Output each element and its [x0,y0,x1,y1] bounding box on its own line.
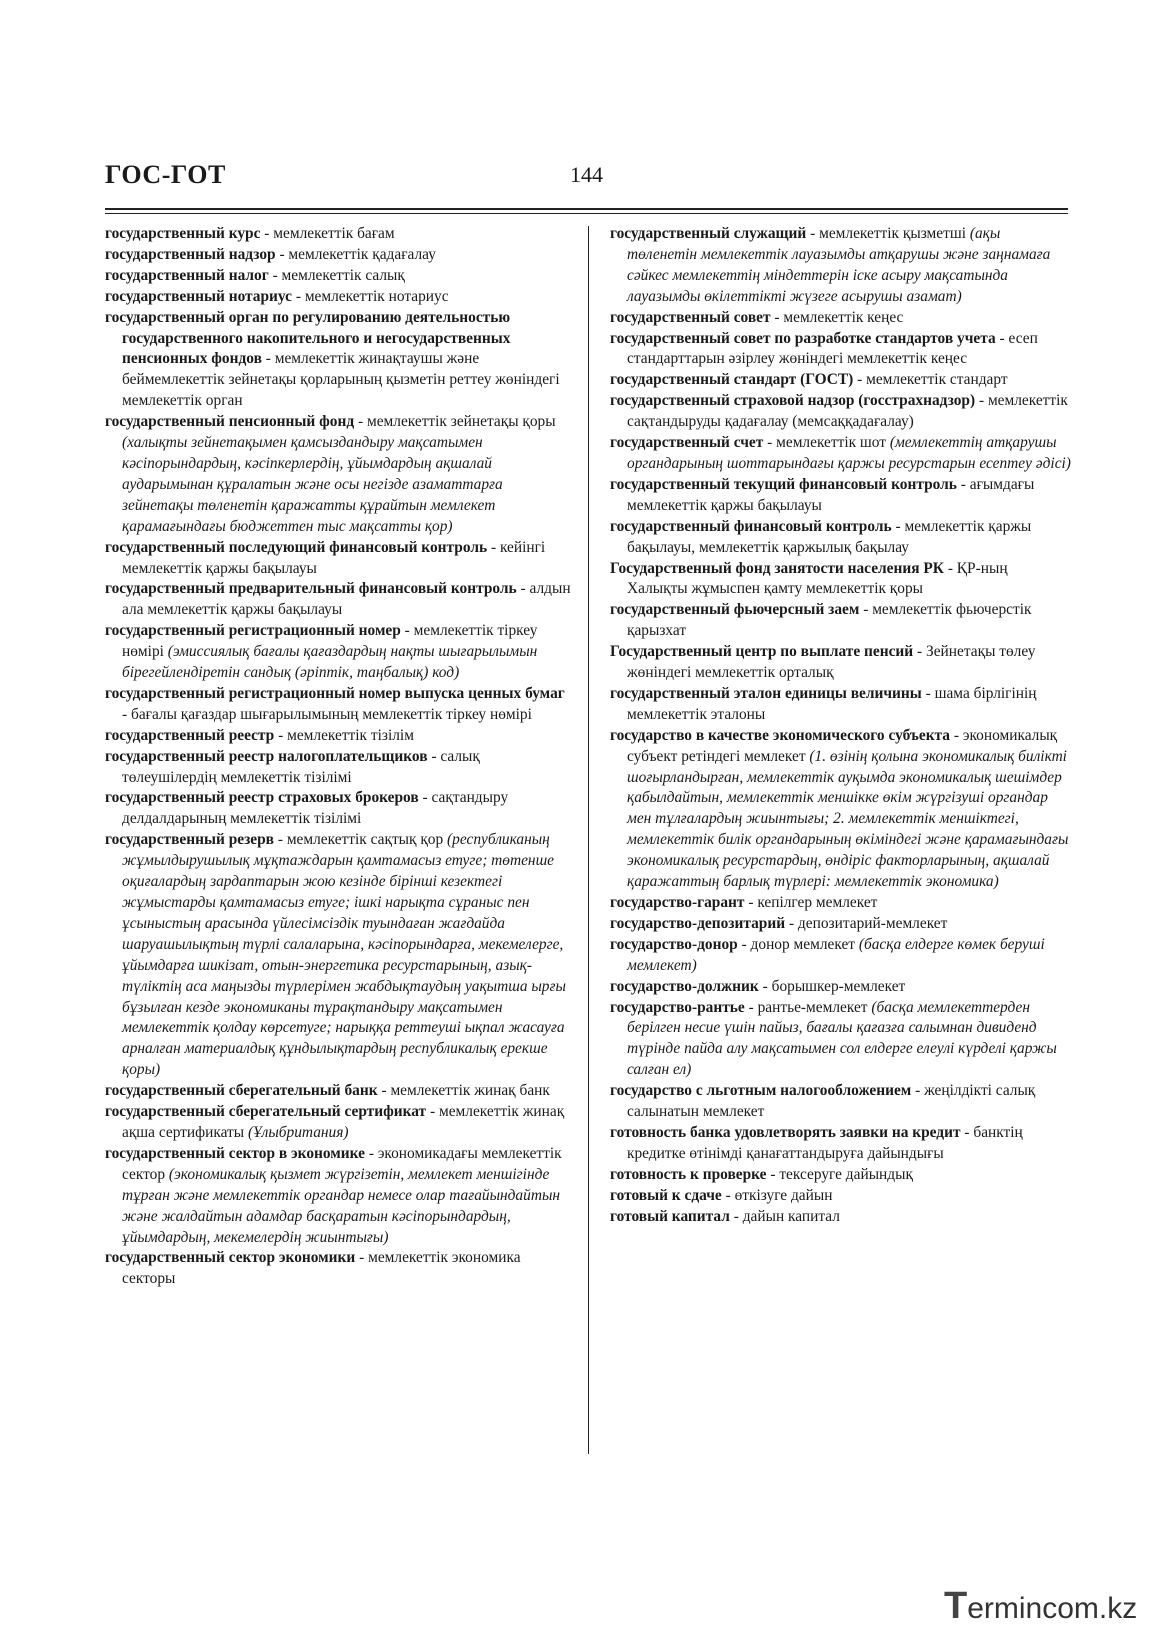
entry-term: государственный счет [610,434,764,452]
entry-separator: - [853,371,867,389]
entry-separator: - [950,726,963,744]
entry-separator: - [913,643,926,661]
entry-term: государство-рантье [610,998,745,1016]
dictionary-entry [610,935,1072,977]
logo-text: ermincom.kz [967,1592,1138,1625]
entry-separator: - [260,225,274,242]
entry-note: (экономикалық қызмет жүргізетін, мемлекет меншігінде тұрған және мемлекеттік органдар немесе олар тағайындайтын және жалдайтын адамдар басқаратын кәсіпорындардың, ұйымдардың, мекемелердің жиынтығы) [122,1165,561,1246]
entry-term: государственный сберегательный банк [105,1082,378,1100]
entry-definition: мемлекеттік салық [281,266,405,284]
dictionary-entry [105,308,573,413]
entry-definition: экономикалық субъект ретіндегі мемлекет [627,726,1058,765]
entry-note: (1. өзінің қолына экономикалық билікті шоғырландырған, мемлекеттік ауқымда экономикалық шешімдер қабылдайтын, мемлекеттік меншікке өкім жүргізуші органдар мен тұлғалардың жиынтығы; 2. мемлекеттік меншіктегі, мемлекеттік билік органдарының өкіміндегі және қарамағындағы экономикалық ресурстардың, өндіріс факторларының, ақшалай қаражаттың барлық түрлері: мемлекеттік экономика) [627,747,1069,891]
entry-term: государственный совет [610,308,771,326]
entry-definition: мемлекеттік стандарт [866,371,1008,389]
entry-term: государственный реестр [105,726,275,744]
entry-note: (басқа елдерге көмек беруші мемлекет) [627,935,1045,974]
dictionary-entry [105,1102,573,1144]
entry-definition: өткізуге дайын [734,1186,833,1204]
entry-term: готовность банка удовлетворять заявки на кредит [610,1123,961,1141]
entry-definition: сақтандыру делдалдарының мемлекеттік тізілімі [122,789,509,828]
entry-definition: мемлекеттік зейнетақы қоры [366,413,556,431]
entry-definition: мемлекеттік қаржы бақылауы, мемлекеттік қаржылық бақылау [627,517,1032,556]
entry-separator: - [744,894,758,911]
header-rule-thick [105,208,1068,210]
entry-definition: рантье-мемлекет [757,998,872,1016]
entry-definition: кепілгер мемлекет [757,894,878,911]
entry-separator: - [487,538,500,556]
dictionary-entry [610,600,1072,642]
entry-term: государственный сектор в экономике [105,1144,365,1162]
entry-separator: - [995,329,1009,347]
entry-definition: мемлекеттік тізілім [287,726,414,744]
entry-definition: бағалы қағаздар шығарылымының мемлекеттік тіркеу нөмірі [130,705,532,723]
entry-term: государственный предварительный финансовый контроль [105,580,517,598]
dictionary-entry [105,684,573,726]
entry-definition: ҚР-ның Халықты жұмыспен қамту мемлекеттік қоры [627,559,1008,598]
dictionary-entry [105,287,573,308]
entry-note: (мемлекеттің атқарушы органдарының шоттарындағы қаржы ресурстарын есептеу әдісі) [627,434,1071,472]
entry-term: государственный курс [105,225,261,242]
dictionary-entry [610,684,1072,726]
entry-separator: - [427,747,441,765]
entry-definition: мемлекеттік тіркеу нөмірі [122,622,538,661]
entry-note: (эмиссиялық бағалы қағаздардың нақты шығарылымын бірегейлендіретін сандық (әріптік, таңбалық) код) [122,643,538,682]
entry-separator: - [758,977,772,995]
entry-term: государство в качестве экономического субъекта [610,726,951,744]
entry-term: готовый капитал [610,1207,730,1225]
entry-separator: - [122,705,131,723]
entry-term: государство-должник [610,977,759,995]
entry-definition: мемлекеттік кеңес [783,308,904,326]
dictionary-entry [105,621,573,684]
entry-term: готовность к проверке [610,1165,767,1183]
dictionary-entry [610,559,1072,601]
entry-term: государственный финансовый контроль [610,517,892,535]
right-column [610,224,1072,1228]
entry-term: государственный стандарт (ГОСТ) [610,371,854,389]
entry-term: государственный нотариус [105,287,292,305]
entry-separator: - [859,601,873,619]
entry-note: (халықты зейнетақымен қамсыздандыру мақсатымен кәсіпорындардың, кәсіпкерлердің, ұйымдардың ақшалай аударымынан құралатын және осы негізде азаматтарға зейнетақы төленетін қаражатты құрайтын мемлекет қарамағындағы бюджеттен тыс мақсатты қор) [122,434,503,535]
entry-definition: кейінгі мемлекеттік қаржы бақылауы [122,538,546,577]
entry-term: государственный текущий финансовый контроль [610,475,957,493]
entry-separator: - [354,413,367,431]
entry-separator: - [943,559,957,577]
dictionary-entry [610,1165,1072,1186]
entry-separator: - [273,831,287,849]
entry-separator: - [275,245,289,263]
dictionary-entry [610,977,1072,998]
entry-note: (басқа мемлекеттерден берілген несие үшін пайыз, бағалы қағазға салымнан дивиденд түрінде пайда алу мақсатымен сол елдерге елеулі күрделі қаржы салған ел) [627,998,1057,1079]
entry-separator: - [400,622,414,640]
entry-definition: алдын ала мемлекеттік қаржы бақылауы [122,580,571,619]
dictionary-entry [105,538,573,580]
entry-definition: мемлекеттік экономика секторы [122,1249,521,1288]
dictionary-entry [105,726,573,747]
entry-separator: - [377,1082,391,1100]
entry-separator: - [763,434,777,452]
entry-separator: - [721,1186,735,1204]
dictionary-entry [610,370,1072,391]
entry-term: государственный страховой надзор (госстрахнадзор) [610,392,976,410]
entry-definition: есеп стандарттарын әзірлеу жөніндегі мемлекеттік кеңес [627,329,1038,368]
entry-separator: - [956,475,970,493]
entry-definition: дайын капитал [742,1207,840,1225]
entry-definition: банктің кредитке өтінімді қанағаттандыруға дайындығы [627,1123,1023,1162]
entry-separator: - [806,225,820,242]
entry-term: государственный регистрационный номер [105,622,401,640]
dictionary-entry [610,391,1072,433]
entry-separator: - [729,1207,743,1225]
entry-separator: - [426,1103,439,1121]
dictionary-entry [105,830,573,1081]
entry-term: государственный служащий [610,225,807,242]
entry-definition: мемлекеттік жинақ ақша сертификаты [122,1103,565,1141]
entry-separator: - [975,392,988,410]
entry-separator: - [261,350,275,368]
dictionary-entry [610,308,1072,329]
entry-separator: - [418,789,432,807]
entry-definition: тексеруге дайындық [779,1165,913,1183]
dictionary-entry [610,224,1072,308]
dictionary-entry [105,747,573,789]
entry-term: государство-гарант [610,894,745,911]
dictionary-entry [610,329,1072,371]
entry-separator: - [364,1144,378,1162]
entry-term: государственный сберегательный сертификат [105,1103,427,1121]
entry-term: государственный орган по регулированию деятельностью государственного накопительного и негосударственных пенсионных фондов [105,308,511,368]
entry-definition: Зейнетақы төлеу жөніндегі мемлекеттік орталық [627,643,1036,682]
entry-separator: - [291,287,305,305]
entry-definition: мемлекеттік сақтық қор [286,831,448,849]
entry-term: государственный регистрационный номер выпуска ценных бумаг [105,684,565,702]
entry-term: государственный реестр страховых брокеров [105,789,419,807]
entry-definition: шама бірлігінің мемлекеттік эталоны [627,684,1037,723]
entry-definition: мемлекеттік жинақтаушы және беймемлекеттік зейнетақы қорларының қызметін реттеу жөніндегі мемлекеттік орган [122,350,560,410]
dictionary-entry [610,998,1072,1082]
entry-term: государственный сектор экономики [105,1249,356,1267]
entry-definition: мемлекеттік сақтандыруды қадағалау (мемсаққадағалау) [627,392,1068,431]
entry-definition: мемлекеттік қадағалау [288,245,436,263]
entry-definition: депозитарий-мемлекет [797,914,948,932]
dictionary-entry [610,914,1072,935]
entry-definition: мемлекеттік бағам [273,225,395,242]
dictionary-entry [610,475,1072,517]
entry-term: государственный фьючерсный заем [610,601,860,619]
entry-separator: - [355,1249,369,1267]
entry-separator: - [770,308,784,326]
entry-separator: - [891,517,905,535]
dictionary-entry [610,1186,1072,1207]
dictionary-entry [105,224,573,245]
entry-term: государственный налог [105,266,269,284]
dictionary-entry [610,517,1072,559]
dictionary-entry [610,1123,1072,1165]
entry-separator: - [766,1165,780,1183]
entry-definition: салық төлеушілердің мемлекеттік тізілімі [122,747,480,786]
dictionary-entry [610,893,1072,914]
entry-definition: мемлекеттік нотариус [304,287,449,305]
termincom-logo[interactable] [944,1585,1144,1629]
dictionary-entry [105,245,573,266]
page-number: 144 [570,162,603,187]
entry-term: государственный последующий финансовый контроль [105,538,488,556]
entry-separator: - [268,266,282,284]
entry-term: Государственный фонд занятости населения РК [610,559,944,577]
dictionary-entry [610,1207,1072,1228]
entry-definition: ағымдағы мемлекеттік қаржы бақылауы [627,475,1035,514]
entry-definition: мемлекеттік жинақ банк [390,1082,550,1100]
entry-definition: донор мемлекет [750,935,859,953]
entry-separator: - [516,580,530,598]
dictionary-entry [105,579,573,621]
dictionary-entry [105,1248,573,1290]
entry-definition: мемлекеттік фьючерстік қарызхат [627,601,1032,640]
dictionary-entry [610,726,1072,893]
entry-definition: мемлекеттік шот [776,434,890,452]
dictionary-entry [105,788,573,830]
dictionary-entry [610,433,1072,475]
dictionary-entry [105,1144,573,1249]
dictionary-entry [610,642,1072,684]
section-range-title: ГОС-ГОТ [105,160,226,189]
entry-separator: - [274,726,288,744]
left-column [105,224,573,1290]
entry-term: государственный реестр налогоплательщиков [105,747,428,765]
entry-separator: - [911,1082,925,1100]
entry-separator: - [744,998,758,1016]
logo-mark: T [944,1585,968,1627]
entry-term: государственный эталон единицы величины [610,684,922,702]
entry-definition: борышкер-мемлекет [771,977,906,995]
entry-term: государство с льготным налогообложением [610,1082,912,1100]
entry-term: государство-донор [610,935,738,953]
dictionary-entry [105,1081,573,1102]
entry-term: готовый к сдаче [610,1186,722,1204]
entry-term: государственный совет по разработке стандартов учета [610,329,996,347]
entry-term: государственный надзор [105,245,276,263]
entry-term: Государственный центр по выплате пенсий [610,643,914,661]
entry-note: (ақы төленетін мемлекеттік лауазымды атқарушы және заңнамаға сәйкес мемлекеттің міндеттерін іске асыру мақсатында лауазымды өкілеттікті жүзеге асырушы азамат) [627,225,1051,305]
entry-definition: мемлекеттік қызметші [819,225,970,242]
entry-separator: - [785,914,798,932]
header-rule-thin [105,213,1068,214]
entry-note: (Ұлыбритания) [247,1123,349,1141]
entry-separator: - [921,684,935,702]
entry-separator: - [737,935,751,953]
entry-definition: жеңілдікті салық салынатын мемлекет [627,1082,1036,1121]
column-divider [588,226,589,1454]
dictionary-entry [105,266,573,287]
entry-separator: - [960,1123,974,1141]
entry-term: государственный пенсионный фонд [105,413,355,431]
entry-note: (республиканың жұмылдырушылық мұқтаждарын қамтамасыз етуге; төтенше оқиғалардың зардаптарын жою кезінде бірінші кезектегі жұмыстарды қамтамасыз етуге; ішкі нарықта сұраныс пен ұсыныстың арасында үйлесімсіздік туындаған жағдайда шаруашылықтың түрлі салаларына, кәсіпорындарға, мекемелерге, ұйымдарға шикізат, отын-энергетика ресурстарының, азық-түліктің аса маңызды түрлерімен жабдықтаудың уақытша ырғы бұзылған кезде экономиканы тұрақтандыру мақсатымен мемлекеттік қолдау көрсетуге; нарыққа реттеуші ықпал жасауға арналған материалдық құндылықтардың республикалық ерекше қоры) [122,831,566,1079]
dictionary-entry [610,1081,1072,1123]
entry-definition: экономикадағы мемлекеттік сектор [122,1144,562,1183]
dictionary-entry [105,412,573,537]
entry-term: государство-депозитарий [610,914,786,932]
entry-term: государственный резерв [105,831,274,849]
